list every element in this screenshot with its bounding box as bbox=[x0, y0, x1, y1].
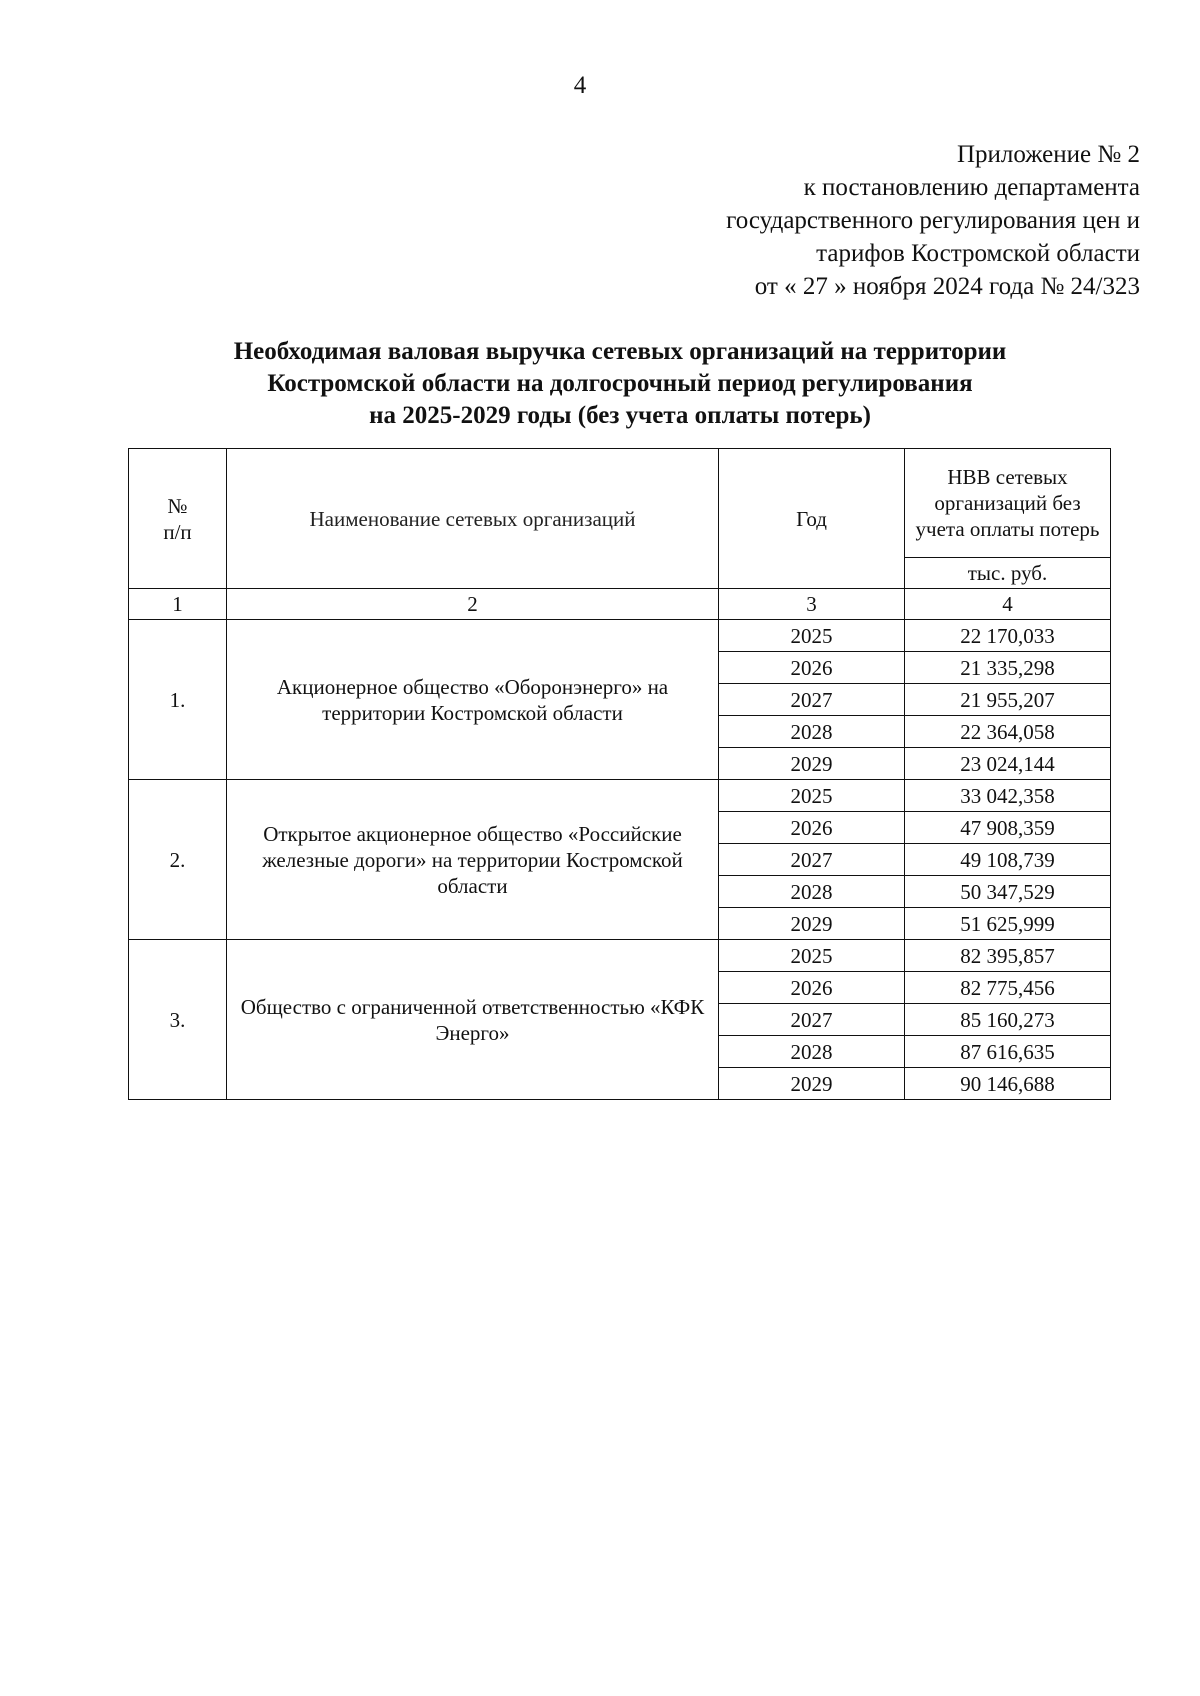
year-cell: 2029 bbox=[719, 1068, 905, 1100]
appendix-line: от « 27 » ноября 2024 года № 24/323 bbox=[754, 273, 1140, 300]
org-name: Акционерное общество «Оборонэнерго» на территории Костромской области bbox=[227, 620, 719, 780]
value-cell: 82 395,857 bbox=[905, 940, 1111, 972]
document-title bbox=[130, 336, 1110, 432]
value-cell: 87 616,635 bbox=[905, 1036, 1111, 1068]
appendix-line: государственного регулирования цен и bbox=[726, 207, 1140, 234]
org-number: 3. bbox=[129, 940, 227, 1100]
column-index: 3 bbox=[719, 589, 905, 620]
year-cell: 2026 bbox=[719, 652, 905, 684]
header-row bbox=[129, 449, 1111, 558]
column-index: 4 bbox=[905, 589, 1111, 620]
appendix-line: к постановлению департамента bbox=[803, 174, 1140, 201]
year-cell: 2029 bbox=[719, 908, 905, 940]
header-year: Год bbox=[719, 449, 905, 589]
year-cell: 2025 bbox=[719, 780, 905, 812]
table-row bbox=[129, 620, 1111, 652]
value-cell: 23 024,144 bbox=[905, 748, 1111, 780]
header-unit: тыс. руб. bbox=[905, 558, 1111, 589]
value-cell: 50 347,529 bbox=[905, 876, 1111, 908]
year-cell: 2026 bbox=[719, 812, 905, 844]
year-cell: 2025 bbox=[719, 940, 905, 972]
nvv-table bbox=[128, 448, 1111, 1100]
column-index: 2 bbox=[227, 589, 719, 620]
year-cell: 2027 bbox=[719, 844, 905, 876]
org-name: Общество с ограниченной ответственностью «КФК Энерго» bbox=[227, 940, 719, 1100]
value-cell: 22 364,058 bbox=[905, 716, 1111, 748]
appendix-line: Приложение № 2 bbox=[956, 141, 1140, 168]
org-number: 2. bbox=[129, 780, 227, 940]
table-row bbox=[129, 780, 1111, 812]
value-cell: 21 955,207 bbox=[905, 684, 1111, 716]
value-cell: 47 908,359 bbox=[905, 812, 1111, 844]
value-cell: 51 625,999 bbox=[905, 908, 1111, 940]
header-num: № п/п bbox=[129, 449, 227, 589]
year-cell: 2028 bbox=[719, 876, 905, 908]
column-index-row bbox=[129, 589, 1111, 620]
value-cell: 21 335,298 bbox=[905, 652, 1111, 684]
title-line: Костромской области на долгосрочный период регулирования bbox=[267, 370, 973, 397]
value-cell: 22 170,033 bbox=[905, 620, 1111, 652]
value-cell: 85 160,273 bbox=[905, 1004, 1111, 1036]
year-cell: 2028 bbox=[719, 716, 905, 748]
column-index: 1 bbox=[129, 589, 227, 620]
value-cell: 82 775,456 bbox=[905, 972, 1111, 1004]
year-cell: 2028 bbox=[719, 1036, 905, 1068]
table-row bbox=[129, 940, 1111, 972]
title-line: Необходимая валовая выручка сетевых организаций на территории bbox=[233, 338, 1007, 365]
value-cell: 49 108,739 bbox=[905, 844, 1111, 876]
value-cell: 33 042,358 bbox=[905, 780, 1111, 812]
appendix-line: тарифов Костромской области bbox=[816, 240, 1140, 267]
appendix-block bbox=[440, 138, 1140, 303]
year-cell: 2027 bbox=[719, 1004, 905, 1036]
year-cell: 2026 bbox=[719, 972, 905, 1004]
header-name: Наименование сетевых организаций bbox=[227, 449, 719, 589]
page-number: 4 bbox=[573, 72, 587, 99]
header-nvv: НВВ сетевых организаций без учета оплаты потерь bbox=[905, 449, 1111, 558]
org-number: 1. bbox=[129, 620, 227, 780]
org-name: Открытое акционерное общество «Российские железные дороги» на территории Костромской области bbox=[227, 780, 719, 940]
year-cell: 2027 bbox=[719, 684, 905, 716]
year-cell: 2025 bbox=[719, 620, 905, 652]
value-cell: 90 146,688 bbox=[905, 1068, 1111, 1100]
title-line: на 2025-2029 годы (без учета оплаты потерь) bbox=[369, 402, 871, 429]
year-cell: 2029 bbox=[719, 748, 905, 780]
